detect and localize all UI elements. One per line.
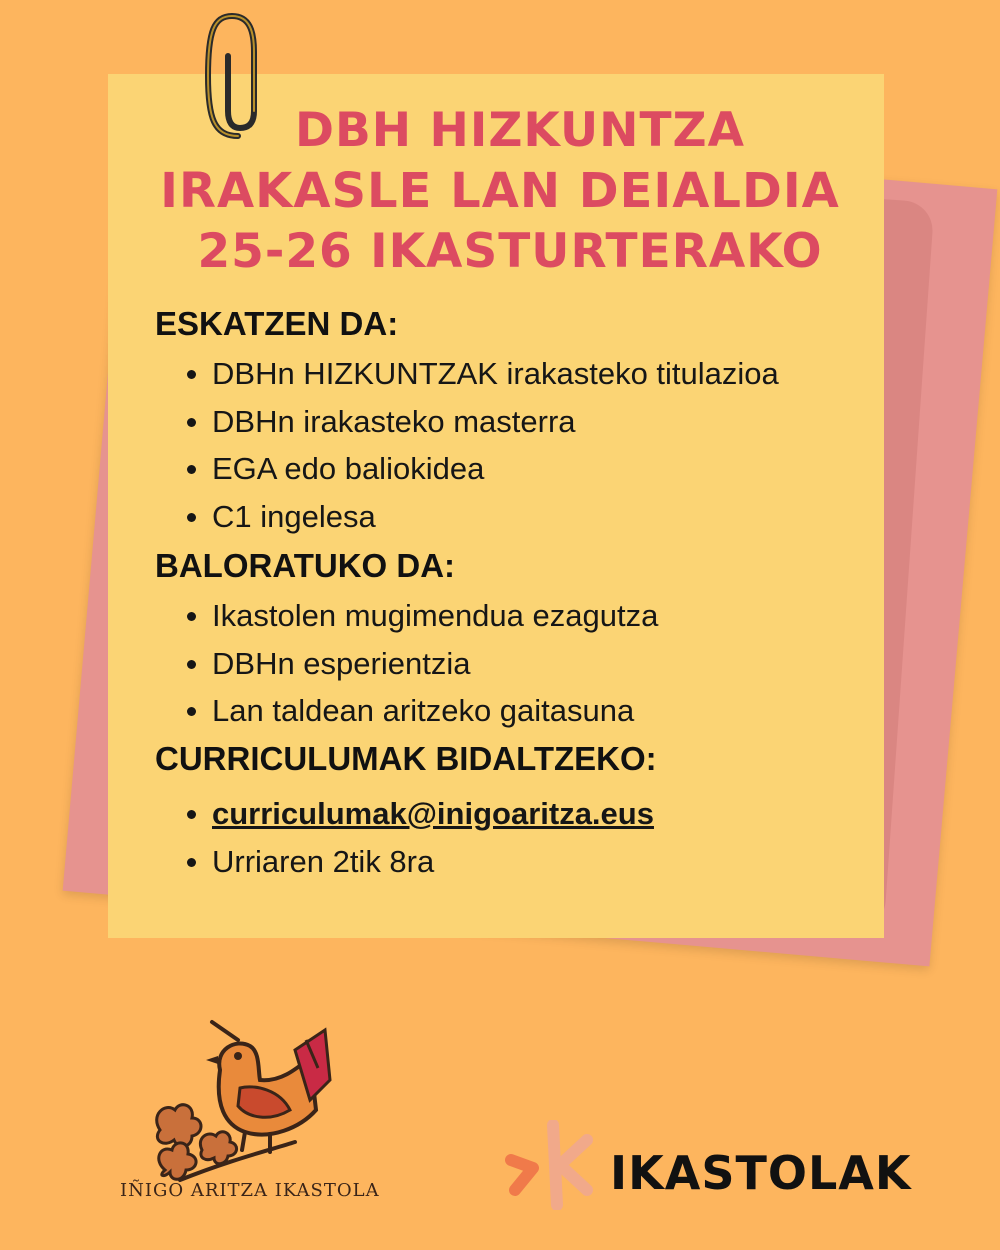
list-item: C1 ingelesa bbox=[160, 493, 779, 541]
section-heading-requirements: ESKATZEN DA: bbox=[155, 305, 399, 342]
title-line-3: 25-26 IKASTURTERAKO bbox=[197, 224, 823, 279]
list-item: EGA edo baliokidea bbox=[160, 445, 779, 493]
list-item: Ikastolen mugimendua ezagutza bbox=[160, 592, 658, 640]
ikastolak-logo-icon bbox=[505, 1120, 600, 1210]
school-name: IÑIGO ARITZA IKASTOLA bbox=[120, 1180, 380, 1201]
requirements-list bbox=[160, 350, 779, 540]
list-item: DBHn esperientzia bbox=[160, 640, 658, 688]
list-item bbox=[160, 790, 654, 838]
list-item: Urriaren 2tik 8ra bbox=[160, 838, 654, 886]
list-item: DBHn irakasteko masterra bbox=[160, 398, 779, 446]
list-item: Lan taldean aritzeko gaitasuna bbox=[160, 687, 658, 735]
email-link[interactable]: curriculumak@inigoaritza.eus bbox=[212, 796, 654, 831]
send-cv-list bbox=[160, 790, 654, 885]
list-item: DBHn HIZKUNTZAK irakasteko titulazioa bbox=[160, 350, 779, 398]
section-heading-valued: BALORATUKO DA: bbox=[155, 547, 456, 584]
section-heading-send-cv: CURRICULUMAK BIDALTZEKO: bbox=[155, 740, 657, 777]
federation-name: IKASTOLAK bbox=[610, 1146, 912, 1200]
title-line-1: DBH HIZKUNTZA bbox=[294, 103, 746, 158]
title-line-2: IRAKASLE LAN DEIALDIA bbox=[160, 163, 840, 219]
valued-list bbox=[160, 592, 658, 735]
